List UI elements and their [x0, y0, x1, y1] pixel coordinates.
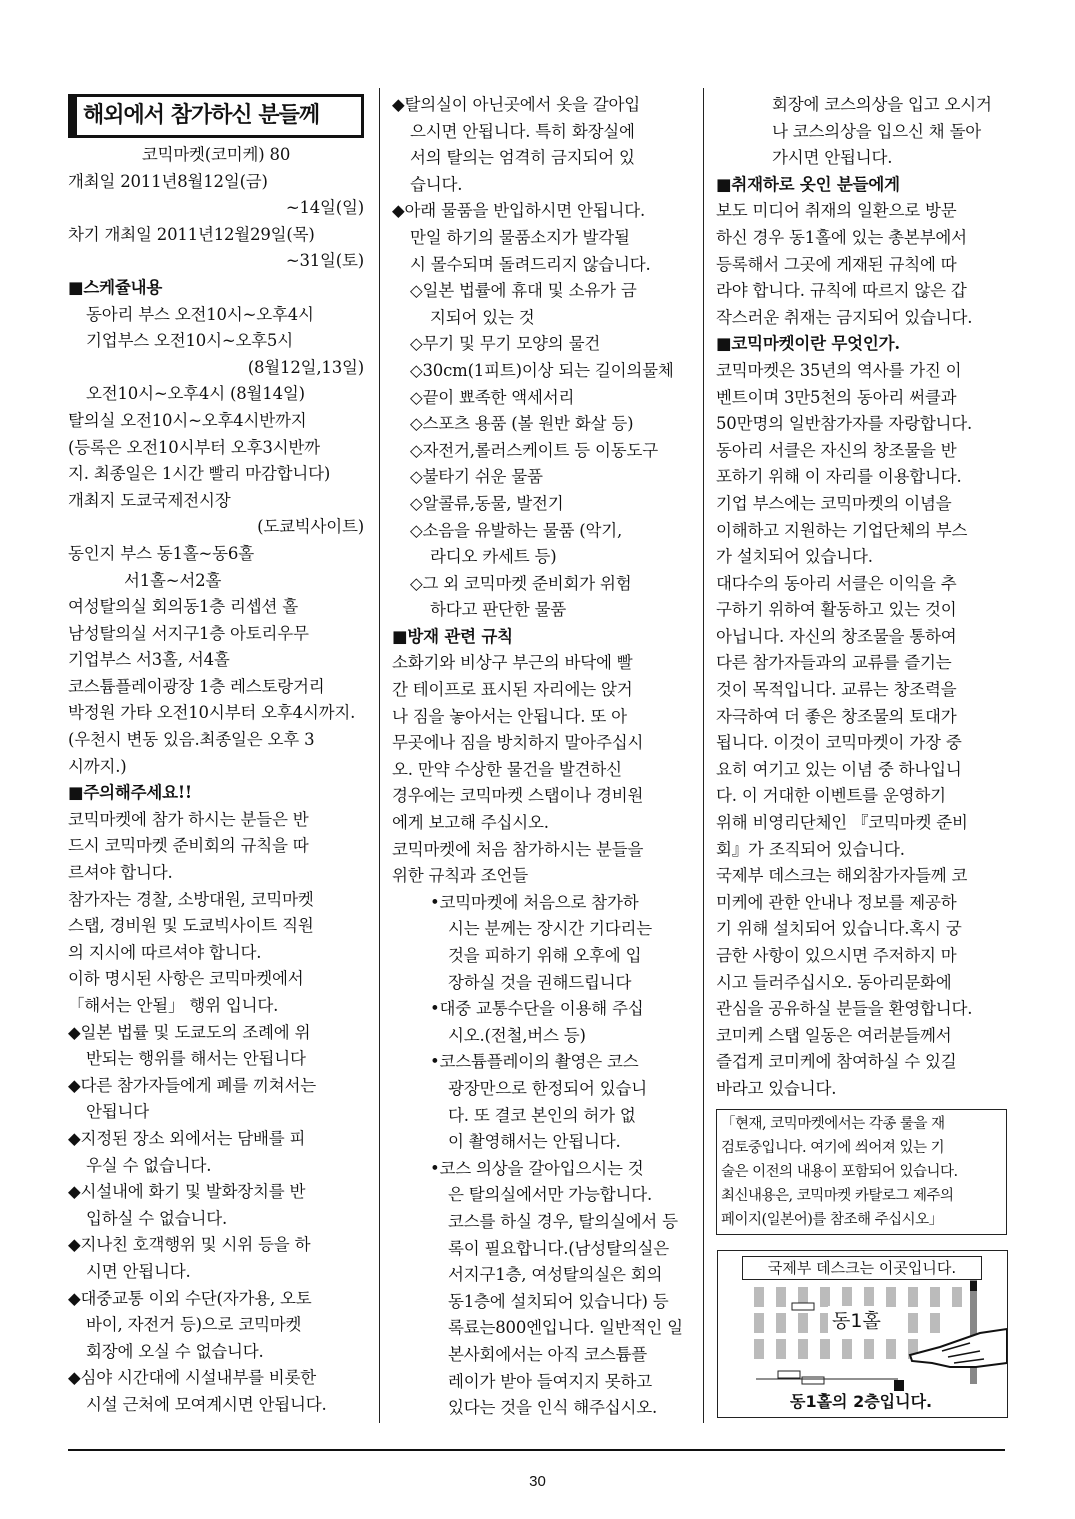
col1-text-line: ◆다른 참가자들에게 폐를 끼쳐서는	[68, 1075, 316, 1095]
col3-text-line: 회장에 코스의상을 입고 오시거	[772, 95, 992, 114]
column-3	[716, 92, 1007, 1235]
col3-text-line: 시고 들러주십시오. 동아리문화에	[716, 972, 952, 992]
col1-text-line: 개최지 도쿄국제전시장	[68, 490, 231, 510]
column-1-lines	[68, 142, 364, 1419]
col2-text-line: 위한 규칙과 조언들	[392, 866, 529, 886]
col3-text-line: 것이 목적입니다. 교류는 창조력을	[716, 680, 957, 700]
col3-text-line: 회』가 조직되어 있습니다.	[716, 839, 905, 859]
col1-text-line: 우실 수 없습니다.	[86, 1155, 212, 1175]
col2-text-line: 라디오 카세트 등)	[430, 547, 557, 567]
col3-text-line: 등록해서 그곳에 게재된 규칙에 따	[716, 254, 957, 274]
col1-text-line: ◆지정된 장소 외에서는 담배를 피	[68, 1128, 306, 1148]
col3-text-line: 코믹마켓은 35년의 역사를 가진 이	[716, 360, 962, 380]
col1-text-line: ◆심야 시간대에 시설내부를 비롯한	[68, 1368, 316, 1388]
notice-line: 「현재, 코믹마켓에서는 각종 룰을 재	[721, 1115, 945, 1132]
col1-text-line: 회장에 오실 수 없습니다.	[86, 1341, 264, 1361]
desk-location-map	[717, 1250, 1008, 1418]
col1-text-line: 반되는 행위를 해서는 안됩니다	[86, 1049, 306, 1069]
col3-text-line: ■코믹마켓이란 무엇인가.	[716, 334, 900, 354]
col2-text-line: •코스 의상을 갈아입으시는 것	[430, 1158, 644, 1178]
footer-rule	[68, 1449, 1005, 1451]
col3-text-line: 이해하고 지원하는 기업단체의 부스	[716, 520, 968, 540]
column-1	[68, 92, 364, 1419]
col2-text-line: 장하실 것을 권해드립니다	[448, 972, 632, 992]
col2-text-line: 레이가 받아 들여지지 못하고	[448, 1371, 653, 1391]
col1-text-line: (도쿄빅사이트)	[257, 517, 364, 537]
notice-line: 술은 이전의 내용이 포함되어 있습니다.	[721, 1163, 958, 1180]
col1-text-line: 동아리 부스 오전10시~오후4시	[86, 304, 314, 324]
page-title: 해외에서 참가하신 분들께	[68, 94, 364, 138]
col2-text-line: 은 탈의실에서만 가능합니다.	[448, 1185, 653, 1205]
col1-text-line: 입하실 수 없습니다.	[86, 1208, 228, 1228]
col3-text-line: 나 코스의상을 입으신 채 돌아	[772, 121, 982, 141]
col1-text-line: 안됩니다	[86, 1102, 149, 1122]
notice-line: 최신내용은, 코믹마켓 카탈로그 제주의	[721, 1187, 954, 1204]
col2-text-line: ■방재 관련 규칙	[392, 626, 513, 646]
col3-text-line: ■취재하로 옷인 분들에게	[716, 174, 900, 194]
col1-text-line: 이하 명시된 사항은 코믹마켓에서	[68, 969, 304, 989]
floor-label: 동1홀의 2층입니다.	[790, 1392, 933, 1411]
col2-text-line: 무곳에나 짐을 방치하지 말아주십시	[392, 733, 644, 753]
col2-text-line: ◇30cm(1피트)이상 되는 길이의물체	[410, 360, 674, 380]
col1-text-line: 바이, 자전거 등)으로 코믹마켓	[86, 1315, 302, 1335]
col2-text-line: 시 몰수되며 돌려드리지 않습니다.	[410, 254, 651, 274]
col1-text-line: ■스케쥴내용	[68, 277, 163, 297]
col2-text-line: ◇자전거,롤러스케이트 등 이동도구	[410, 440, 658, 460]
col1-text-line: 개최일 2011년8월12일(금)	[68, 171, 268, 191]
col1-text-line: 드시 코믹마켓 준비회의 규칙을 따	[68, 836, 309, 856]
col3-text-line: 포하기 위해 이 자리를 이용합니다.	[716, 467, 962, 487]
col2-text-line: ◇일본 법률에 휴대 및 소유가 금	[410, 281, 637, 301]
col1-text-line: 남성탈의실 서지구1층 아토리우무	[68, 623, 309, 643]
col2-text-line: 동1층에 설치되어 있습니다) 등	[448, 1291, 669, 1311]
page-number: 30	[529, 1473, 546, 1490]
column-2-lines	[392, 92, 690, 1422]
col3-text-line: 미케에 관한 안내나 정보를 제공하	[716, 892, 957, 912]
column-3-lines	[716, 92, 1007, 1103]
col3-text-line: 위해 비영리단체인 『코믹마켓 준비	[716, 813, 968, 833]
col2-text-line: ◇끝이 뾰족한 액세서리	[410, 387, 575, 407]
col2-text-line: 으시면 안됩니다. 특히 화장실에	[410, 121, 635, 141]
col1-text-line: (등록은 오전10시부터 오후3시반까	[68, 437, 320, 457]
col1-text-line: 기업부스 오전10시~오후5시	[86, 331, 293, 351]
col2-text-line: 광장만으로 한정되어 있습니	[448, 1078, 647, 1098]
col2-text-line: 이 촬영해서는 안됩니다.	[448, 1132, 621, 1152]
col3-text-line: 가시면 안됩니다.	[772, 148, 893, 168]
col3-text-line: 즐겁게 코미케에 참여하실 수 있길	[716, 1052, 957, 1072]
hall-label: 동1홀	[828, 1306, 885, 1333]
col3-text-line: 다른 참가자들과의 교류를 즐기는	[716, 653, 952, 673]
col2-text-line: 소화기와 비상구 부근의 바닥에 빨	[392, 653, 633, 673]
col3-text-line: 작스러운 취재는 금지되어 있습니다.	[716, 307, 973, 327]
col1-text-line: 서1홀~서2홀	[124, 570, 222, 590]
col1-text-line: 코스튬플레이광장 1층 레스토랑거리	[68, 676, 325, 696]
col1-text-line: 기업부스 서3홀, 서4홀	[68, 650, 230, 670]
col2-text-line: 서지구1층, 여성탈의실은 회의	[448, 1265, 663, 1285]
col2-text-line: ◆아래 물품을 반입하시면 안됩니다.	[392, 201, 646, 221]
col3-text-line: 가 설치되어 있습니다.	[716, 547, 873, 567]
col3-text-line: 구하기 위하여 활동하고 있는 것이	[716, 600, 957, 620]
col2-text-line: 경우에는 코믹마켓 스탭이나 경비원	[392, 786, 644, 806]
col1-text-line: 스탭, 경비원 및 도쿄빅사이트 직원	[68, 916, 314, 936]
col1-text-line: 탈의실 오전10시~오후4시반까지	[68, 410, 307, 430]
col3-text-line: 관심을 공유하실 분들을 환영합니다.	[716, 999, 973, 1019]
col1-text-line: ◆지나친 호객행위 및 시위 등을 하	[68, 1235, 311, 1255]
col1-text-line: 오전10시~오후4시 (8월14일)	[86, 384, 305, 404]
col2-text-line: ◇소음을 유발하는 물품 (악기,	[410, 520, 623, 540]
col2-text-line: 다. 또 결코 본인의 허가 없	[448, 1105, 636, 1125]
col3-text-line: 벤트이며 3만5천의 동아리 써클과	[716, 387, 957, 407]
notice-line: 페이지(일본어)를 참조해 주십시오」	[721, 1211, 943, 1228]
col1-text-line: 「해서는 안될」 행위 입니다.	[68, 996, 279, 1015]
col3-text-line: 다. 이 거대한 이벤트를 운영하기	[716, 786, 946, 806]
col1-text-line: ~14일(일)	[285, 198, 364, 218]
col3-text-line: 아닙니다. 자신의 창조물을 통하여	[716, 626, 957, 646]
col2-text-line: 하다고 판단한 물품	[430, 600, 567, 620]
col1-text-line: 참가자는 경찰, 소방대원, 코믹마켓	[68, 889, 314, 909]
col2-text-line: •코스튬플레이의 촬영은 코스	[430, 1052, 639, 1072]
col2-text-line: 만일 하기의 물품소지가 발각될	[410, 227, 630, 247]
col1-text-line: 여성탈의실 회의동1층 리셉션 홀	[68, 597, 299, 617]
col2-text-line: ◆탈의실이 아닌곳에서 옷을 갈아입	[392, 95, 640, 114]
col2-text-line: ◇스포츠 용품 (볼 원반 화살 등)	[410, 414, 634, 434]
map-title: 국제부 데스크는 이곳입니다.	[742, 1256, 982, 1280]
col2-text-line: 코믹마켓에 처음 참가하시는 분들을	[392, 839, 644, 859]
col1-text-line: 코믹마켓에 참가 하시는 분들은 반	[68, 809, 309, 829]
col3-text-line: 대다수의 동아리 서클은 이익을 추	[716, 573, 957, 593]
col2-text-line: 것을 피하기 위해 오후에 입	[448, 946, 642, 965]
col1-text-line: ◆시설내에 화기 및 발화장치를 반	[68, 1182, 306, 1202]
col3-text-line: 기업 부스에는 코믹마켓의 이념을	[716, 493, 952, 513]
col3-text-line: 보도 미디어 취재의 일환으로 방문	[716, 201, 957, 221]
col1-text-line: 시면 안됩니다.	[86, 1261, 191, 1281]
col2-text-line: 지되어 있는 것	[430, 307, 535, 327]
col2-text-line: 서의 탈의는 엄격히 금지되어 있	[410, 148, 635, 168]
col3-text-line: 요히 여기고 있는 이념 중 하나입니	[716, 759, 962, 779]
col1-text-line: 박정원 가타 오전10시부터 오후4시까지.	[68, 703, 356, 723]
col2-text-line: 에게 보고해 주십시오.	[392, 813, 549, 833]
col2-text-line: 간 테이프로 표시된 자리에는 앉거	[392, 680, 633, 700]
col3-text-line: 하신 경우 동1홀에 있는 총본부에서	[716, 227, 967, 247]
col2-text-line: 록이 필요합니다.(남성탈의실은	[448, 1238, 669, 1258]
col2-text-line: •코믹마켓에 처음으로 참가하	[430, 892, 639, 912]
col3-text-line: 50만명의 일반참가자를 자랑합니다.	[716, 414, 973, 434]
col2-text-line: 본사회에서는 아직 코스튬플	[448, 1344, 647, 1364]
col3-text-line: 금한 사항이 있으시면 주저하지 마	[716, 946, 957, 965]
col1-text-line: 르셔야 합니다.	[68, 863, 173, 883]
col2-text-line: 나 짐을 놓아서는 안됩니다. 또 아	[392, 706, 627, 726]
col1-text-line: (8월12일,13일)	[247, 357, 364, 377]
col2-text-line: ◇무기 및 무기 모양의 물건	[410, 334, 601, 354]
col1-text-line: 코믹마켓(코미케) 80	[141, 145, 291, 164]
column-divider-2	[703, 88, 704, 1423]
col3-text-line: 라야 합니다. 규칙에 따르지 않은 갑	[716, 281, 967, 301]
col1-text-line: 시설 근처에 모여계시면 안됩니다.	[86, 1394, 327, 1414]
col1-text-line: 동인지 부스 동1홀~동6홀	[68, 543, 254, 563]
col1-text-line: ~31일(토)	[285, 251, 364, 271]
column-2	[392, 92, 690, 1422]
col3-text-line: 코미케 스탭 일동은 여러분들께서	[716, 1025, 952, 1045]
col2-text-line: 시오.(전철,버스 등)	[448, 1025, 586, 1045]
col1-text-line: 차기 개최일 2011년12월29일(목)	[68, 224, 315, 244]
col2-text-line: 코스를 하실 경우, 탈의실에서 등	[448, 1211, 678, 1231]
col3-text-line: 됩니다. 이것이 코믹마켓이 가장 중	[716, 733, 962, 753]
col1-text-line: ■주의해주세요!!	[68, 783, 192, 803]
col3-text-line: 기 위해 설치되어 있습니다.혹시 궁	[716, 919, 962, 939]
column-divider-1	[379, 88, 380, 1423]
col1-text-line: ◆일본 법률 및 도쿄도의 조례에 위	[68, 1022, 311, 1042]
col1-text-line: 지. 최종일은 1시간 빨리 마감합니다)	[68, 464, 331, 484]
col2-text-line: ◇불타기 쉬운 물품	[410, 467, 543, 487]
col2-text-line: 록료는800엔입니다. 일반적인 일	[448, 1318, 683, 1338]
col1-text-line: 시까지.)	[68, 756, 127, 776]
col1-text-line: ◆대중교통 이외 수단(자가용, 오토	[68, 1288, 312, 1308]
col2-text-line: ◇알콜류,동물, 발전기	[410, 493, 564, 513]
col3-text-line: 바라고 있습니다.	[716, 1078, 837, 1098]
col1-text-line: (우천시 변동 있음.최종일은 오후 3	[68, 730, 315, 750]
col2-text-line: •대중 교통수단을 이용해 주십	[430, 999, 644, 1019]
col3-text-line: 자극하여 더 좋은 창조물의 토대가	[716, 706, 957, 726]
col3-text-line: 동아리 서클은 자신의 창조물을 반	[716, 440, 957, 460]
col3-text-line: 국제부 데스크는 해외참가자들께 코	[716, 866, 968, 886]
notice-line: 검토중입니다. 여기에 씌어져 있는 기	[721, 1139, 945, 1156]
col2-text-line: 있다는 것을 인식 해주십시오.	[448, 1398, 658, 1418]
col2-text-line: 습니다.	[410, 174, 463, 194]
col2-text-line: ◇그 외 코믹마켓 준비회가 위험	[410, 573, 632, 593]
col2-text-line: 오. 만약 수상한 물건을 발견하신	[392, 759, 622, 779]
col2-text-line: 시는 분께는 장시간 기다리는	[448, 919, 653, 939]
col1-text-line: 의 지시에 따르셔야 합니다.	[68, 942, 262, 962]
notice-box	[716, 1109, 1007, 1235]
